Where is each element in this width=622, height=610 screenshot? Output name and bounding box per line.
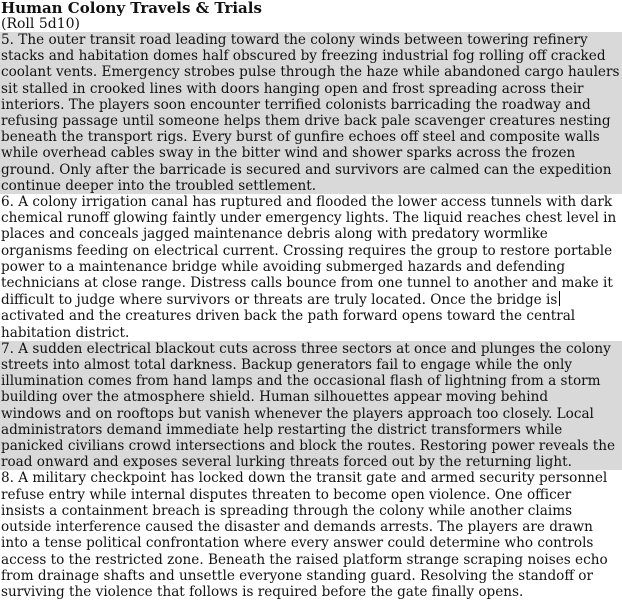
entry-line-text: difficult to judge where survivors or threats are truly located. Once the bridge is xyxy=(1,292,558,309)
entry-line: road onward and exposes several lurking threats forced out by the returning light. xyxy=(1,454,572,471)
document-subtitle: (Roll 5d10) xyxy=(1,16,80,32)
entry-line: 7. A sudden electrical blackout cuts across three sectors at once and plunges the colony xyxy=(1,340,611,357)
entry-list xyxy=(0,32,622,600)
entry-line: places and conceals jagged maintenance debris along with predatory wormlike xyxy=(1,226,548,243)
entry-line: beneath the transport rigs. Every burst of gunfire echoes off steel and composite walls xyxy=(1,129,600,146)
entry-line: building over the atmosphere shield. Human silhouettes appear moving behind xyxy=(1,389,549,406)
entry-line: insists a containment breach is spreading through the colony while another claims xyxy=(1,502,573,519)
entry-line: activated and the creatures driven back the path forward opens toward the central xyxy=(1,308,576,325)
entry-line: refuse entry while internal disputes threaten to become open violence. One officer xyxy=(1,486,572,503)
entry-line: organisms feeding on electrical current. Crossing requires the group to restore portable xyxy=(1,242,613,259)
entry-line: ground. Only after the barricade is secured and survivors are calmed can the expedition xyxy=(1,161,612,178)
entry-line: technicians at close range. Distress calls bounce from one tunnel to another and make it xyxy=(1,275,613,292)
document-title: Human Colony Travels & Trials xyxy=(1,0,262,17)
entry-line: stacks and habitation domes half obscured by freezing industrial fog rolling off cracked xyxy=(1,48,606,65)
entry-line: 5. The outer transit road leading toward the colony winds between towering refinery xyxy=(1,32,588,48)
entry-line: 8. A military checkpoint has locked down the transit gate and armed security personnel xyxy=(1,470,608,487)
entry-line: chemical runoff glowing faintly under emergency lights. The liquid reaches chest level in xyxy=(1,210,617,227)
entry-line: continue deeper into the troubled settlement. xyxy=(1,177,317,194)
entry-line: from drainage shafts and unsettle everyone standing guard. Resolving the standoff or xyxy=(1,567,593,584)
entry-line: access to the restricted zone. Beneath the raised platform strange scraping noises echo xyxy=(1,551,608,568)
entry-line: illumination comes from hand lamps and the occasional flash of lightning from a storm xyxy=(1,373,601,390)
entry-line: windows and on rooftops but vanish whenever the players approach too closely. Local xyxy=(1,405,594,422)
entry-line: habitation district. xyxy=(1,324,130,341)
entry-line: refusing passage until someone helps them drive back pale scavenger creatures nesting xyxy=(1,113,611,130)
entry-line: sit stalled in crooked lines with doors hanging open and frost spreading across their xyxy=(1,80,584,97)
entry-5 xyxy=(0,32,622,194)
entry-line: panicked civilians crowd intersections and block the routes. Restoring power reveals the xyxy=(1,438,616,455)
entry-line-with-caret[interactable] xyxy=(1,291,622,308)
entry-line: power to a maintenance bridge while avoiding submerged hazards and defending xyxy=(1,258,566,275)
entry-line: administrators demand immediate help restarting the district transformers while xyxy=(1,421,563,438)
entry-8 xyxy=(0,470,622,600)
entry-line: surviving the violence that follows is required before the gate finally opens. xyxy=(1,583,524,600)
entry-6 xyxy=(0,194,622,341)
entry-line: into a tense political confrontation where every answer could determine who controls xyxy=(1,535,594,552)
entry-line: streets into almost total darkness. Backup generators fail to engage while the only xyxy=(1,357,573,374)
entry-line: coolant vents. Emergency strobes pulse through the haze while abandoned cargo haulers xyxy=(1,64,620,81)
text-cursor xyxy=(559,291,560,306)
entry-line: 6. A colony irrigation canal has ruptured and flooded the lower access tunnels with dark xyxy=(1,194,613,211)
entry-line: while overhead cables sway in the bitter wind and shower sparks across the frozen xyxy=(1,145,576,162)
entry-line: outside interference caused the disaster and demands arrests. The players are drawn xyxy=(1,519,593,536)
entry-line: interiors. The players soon encounter terrified colonists barricading the roadway and xyxy=(1,96,591,113)
entry-7 xyxy=(0,341,622,471)
